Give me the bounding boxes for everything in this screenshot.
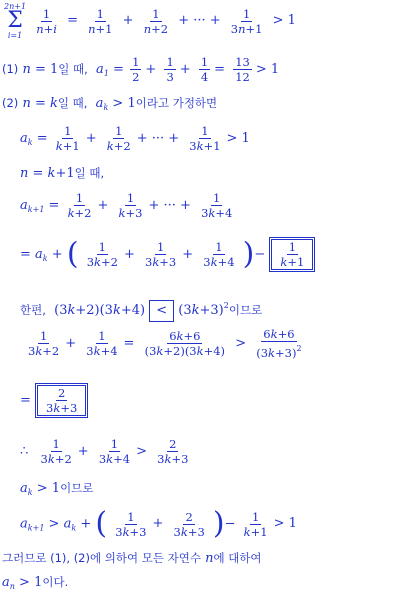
imeuro-text-2: 이므로 [60,481,94,495]
case-2-label: (2) [2,96,19,110]
case-2-text: 일 때, [57,96,88,110]
case-k1-text: 일 때, [74,166,105,180]
sigma-symbol: 2n+1 Σ i=1 [4,2,27,40]
case-2-line: (2) n = k일 때, $a_k > 1$이라고 가정하면 [2,96,218,112]
fraction-inequality: $\frac{1}{3k+2}$ + $\frac{1}{3k+4}$ = $\frac{6k+6}{(3k+2)(3k+4)}$ > $\frac{6k+6}{(3k+3)^2}$ [28,327,302,360]
ak1-final-inequality: $a_{k+1} > a_k$ + ( $\frac{1}{3k+3}$ + $\frac{2}{3k+3}$ )− $\frac{1}{k+1}$ > 1 [20,506,297,541]
ak-gt1-line: $a_k > 1$이므로 [20,481,94,497]
imeuro-text-1: 이므로 [228,303,263,317]
final-line: $a_n > 1$이다. [2,575,69,591]
sum-lower-limit: i=1 [7,31,23,40]
therefore-symbol: ∴ [20,444,29,459]
conclusion-line: 그러므로 (1), (2)에 의하여 모든 자연수 n에 대하여 [2,551,262,566]
case-1-text: 일 때, [58,62,88,76]
therefore-line: ∴ $\frac{1}{3k+2}$ + $\frac{1}{3k+4}$ > $\frac{2}{3k+3}$ [20,437,189,466]
ak-expression: $a_k$ = $\frac{1}{k+1}$ + $\frac{1}{k+2}$ + ··· + $\frac{1}{3k+1}$ > 1 [20,124,250,153]
case-1-label: (1) [2,62,19,76]
equals-boxed: = $\frac{2}{3k+3}$ [20,383,88,418]
n-k1-line: n = k+1일 때, [20,166,105,181]
answer-box-1: $\frac{1}{k+1}$ [269,237,315,272]
ak1-rewrite: = $a_k$ + ( $\frac{1}{3k+2}$ + $\frac{1}{3k+3}$ + $\frac{1}{3k+4}$ )− $\frac{1}{k+1}$ [20,237,315,272]
ida-text: 이다. [42,575,69,589]
answer-box-lt: < [149,300,174,322]
case-1-line: (1) n = 1일 때, $a_1$ = $\frac{1}{2}$ + $\frac{1}{3}$ + $\frac{1}{4}$ = $\frac{13}{12}$ > 1 [2,55,280,84]
sum-statement: 2n+1 Σ i=1 $\frac{1}{n+i}$ = $\frac{1}{n+1}$ + $\frac{1}{n+2}$ + ··· + $\frac{1}{3n+1}$ > 1 [4,2,296,40]
meanwhile-line: 한편, $(3k+2)(3k+4) < (3k+3)^2$이므로 [20,298,262,322]
sum-upper-limit: 2n+1 [4,2,27,11]
assume-text: 이라고 가정하면 [135,96,218,110]
about-text: 에 대하여 [213,551,262,565]
conclusion-text: 그러므로 (1), (2)에 의하여 모든 자연수 [2,551,201,565]
answer-box-2: $\frac{2}{3k+3}$ [35,383,88,418]
ak1-expression: $a_{k+1}$ = $\frac{1}{k+2}$ + $\frac{1}{k+3}$ + ··· + $\frac{1}{3k+4}$ [20,191,233,220]
meanwhile-text: 한편, [20,303,46,317]
